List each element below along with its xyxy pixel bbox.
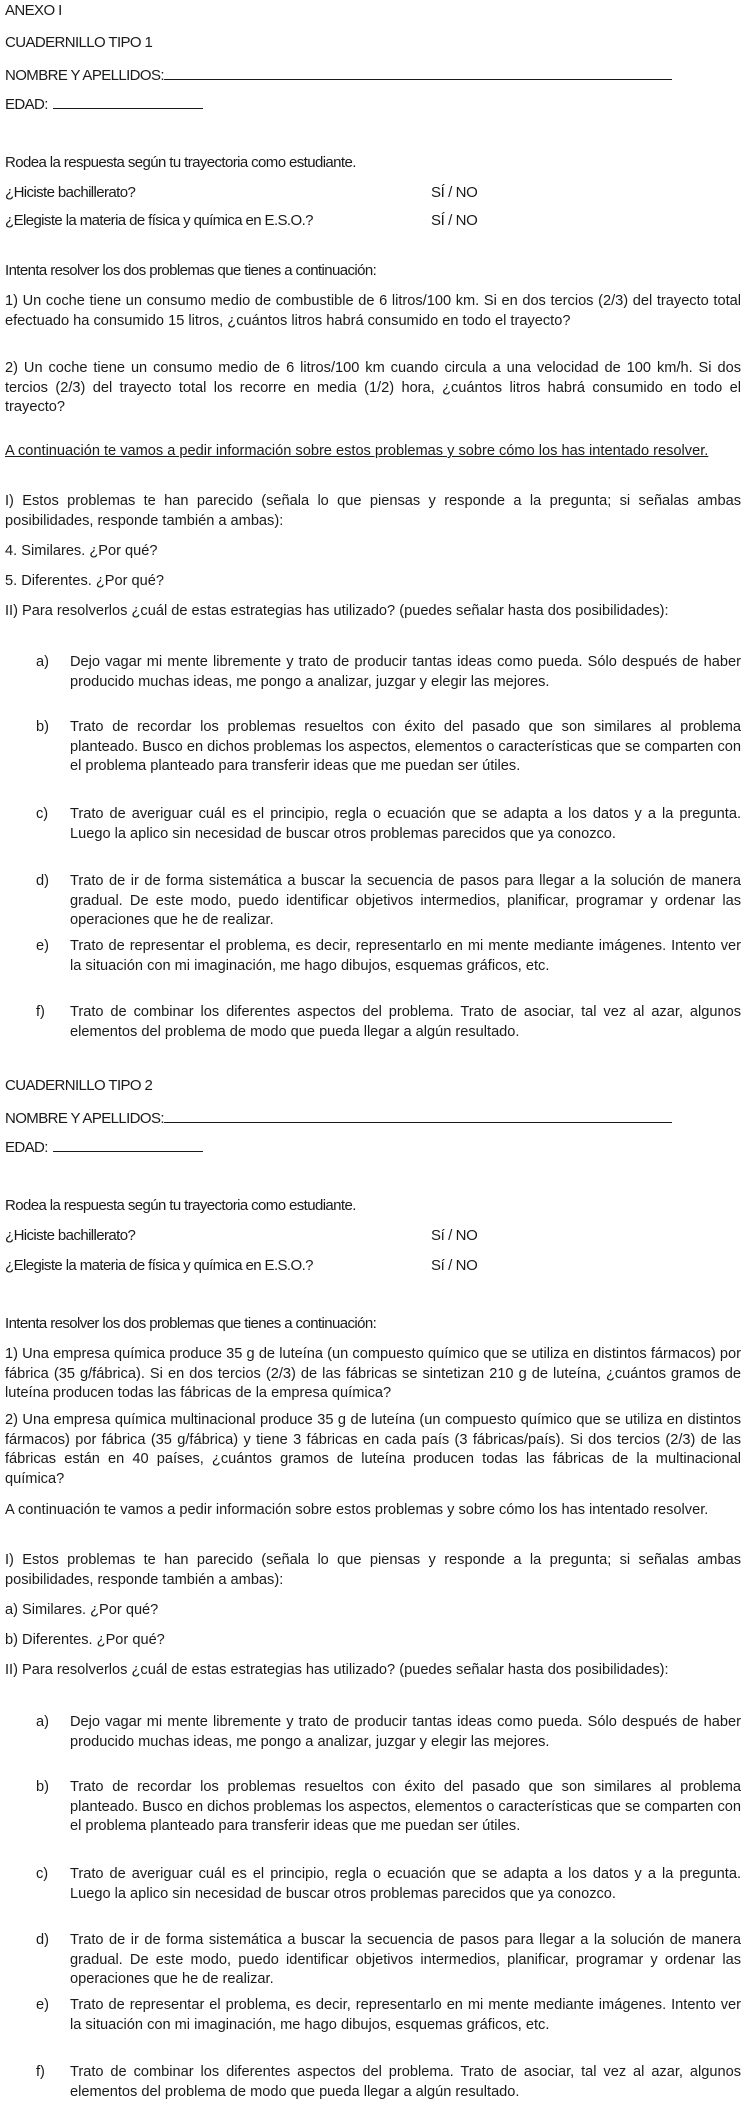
- name-input-line[interactable]: [164, 65, 672, 80]
- strategy-letter: e): [36, 1997, 49, 2013]
- yes-no-answer[interactable]: Sí / NO: [431, 1257, 478, 1274]
- option-different[interactable]: 5. Diferentes. ¿Por qué?: [5, 573, 164, 589]
- strategy-letter: b): [36, 719, 49, 735]
- yes-no-answer[interactable]: Sí / NO: [431, 1227, 478, 1244]
- age-input-line[interactable]: [53, 94, 203, 109]
- age-input-line[interactable]: [53, 1137, 203, 1152]
- strategy-option[interactable]: [36, 1778, 741, 1837]
- yes-no-question: [5, 1226, 741, 1246]
- yes-no-question: [5, 211, 741, 231]
- problem-statement: 2) Un coche tiene un consumo medio de 6 litros/100 km cuando circula a una velocidad de 100 km/h. Si dos tercios (2/3) del trayecto total los recorre en media (1/2) hora, ¿cuántos litros habrá consumido en todo el trayecto?: [5, 360, 741, 416]
- age-field-row: [5, 1137, 741, 1158]
- strategy-text: Dejo vagar mi mente libremente y trato de producir tantas ideas como pueda. Sólo después de haber producido muchas ideas, me pongo a analizar, juzgar y elegir las mejores.: [70, 654, 741, 690]
- strategy-text: Trato de recordar los problemas resueltos con éxito del pasado que son similares al problema planteado. Busco en dichos problemas los aspectos, elementos o características que se comparten con el problema planteado para transferir ideas que me puedan ser útiles.: [70, 719, 741, 775]
- strategy-option[interactable]: [36, 718, 741, 777]
- strategy-text: Trato de averiguar cuál es el principio, regla o ecuación que se adapta a los datos y a la pregunta. Luego la aplico sin necesidad de buscar otros problemas parecidos que ya conozco.: [70, 806, 741, 842]
- name-label: NOMBRE Y APELLIDOS:: [5, 67, 164, 84]
- followup-text: A continuación te vamos a pedir información sobre estos problemas y sobre cómo los has intentado resolver.: [5, 443, 709, 459]
- option-similar[interactable]: 4. Similares. ¿Por qué?: [5, 543, 158, 559]
- age-label: EDAD:: [5, 96, 48, 113]
- strategy-text: Trato de representar el problema, es decir, representarlo en mi mente mediante imágenes. Intento ver la situación con mi imaginación, me hago dibujos, esquemas gráficos, etc.: [70, 938, 741, 974]
- instruction: Rodea la respuesta según tu trayectoria como estudiante.: [5, 154, 356, 171]
- strategy-text: Trato de averiguar cuál es el principio, regla o ecuación que se adapta a los datos y a la pregunta. Luego la aplico sin necesidad de buscar otros problemas parecidos que ya conozco.: [70, 1866, 741, 1902]
- strategy-text: Trato de ir de forma sistemática a buscar la secuencia de pasos para llegar a la solución de manera gradual. De este modo, puedo identificar objetivos intermedios, planificar, programar y ordenar las operaciones que he de realizar.: [70, 873, 741, 929]
- problems-intro: Intenta resolver los dos problemas que tienes a continuación:: [5, 262, 377, 279]
- question-text: ¿Hiciste bachillerato?: [5, 1227, 136, 1244]
- strategy-option[interactable]: [36, 872, 741, 931]
- question-text: ¿Hiciste bachillerato?: [5, 184, 136, 201]
- instruction: Rodea la respuesta según tu trayectoria como estudiante.: [5, 1197, 356, 1214]
- strategy-option[interactable]: [36, 1713, 741, 1752]
- age-label: EDAD:: [5, 1139, 48, 1156]
- strategy-text: Dejo vagar mi mente libremente y trato de producir tantas ideas como pueda. Sólo después de haber producido muchas ideas, me pongo a analizar, juzgar y elegir las mejores.: [70, 1714, 741, 1750]
- question-text: ¿Elegiste la materia de física y química en E.S.O.?: [5, 212, 313, 229]
- yes-no-question: [5, 183, 741, 203]
- strategy-letter: e): [36, 938, 49, 954]
- strategy-letter: b): [36, 1779, 49, 1795]
- strategy-letter: c): [36, 806, 49, 822]
- strategy-option[interactable]: [36, 2063, 741, 2102]
- question-strategies: II) Para resolverlos ¿cuál de estas estrategias has utilizado? (puedes señalar hasta dos posibilidades):: [5, 603, 669, 619]
- annex-title: ANEXO I: [5, 2, 62, 19]
- problem-statement: 1) Un coche tiene un consumo medio de combustible de 6 litros/100 km. Si en dos tercios (2/3) del trayecto total efectuado ha consumido 15 litros, ¿cuántos litros habrá consumido en todo el trayecto?: [5, 293, 741, 329]
- problem-statement: 1) Una empresa química produce 35 g de luteína (un compuesto químico que se utiliza en distintos fármacos) por fábrica (35 g/fábrica). Si en dos tercios (2/3) de las fábricas se sintetizan 210 g de luteína, ¿cuántos gramos de luteína producen todas las fábricas de la empresa química?: [5, 1346, 741, 1402]
- strategy-option[interactable]: [36, 1865, 741, 1904]
- option-different[interactable]: b) Diferentes. ¿Por qué?: [5, 1632, 165, 1648]
- followup-text: A continuación te vamos a pedir información sobre estos problemas y sobre cómo los has intentado resolver.: [5, 1502, 709, 1518]
- name-label: NOMBRE Y APELLIDOS:: [5, 1110, 164, 1127]
- option-similar[interactable]: a) Similares. ¿Por qué?: [5, 1602, 159, 1618]
- question-similarity: I) Estos problemas te han parecido (señala lo que piensas y responde a la pregunta; si señalas ambas posibilidades, responde también a ambas):: [5, 1552, 741, 1588]
- strategy-option[interactable]: [36, 937, 741, 976]
- strategy-option[interactable]: [36, 653, 741, 692]
- problems-intro: Intenta resolver los dos problemas que tienes a continuación:: [5, 1315, 377, 1332]
- name-field-row: [5, 65, 741, 86]
- strategy-letter: d): [36, 1932, 49, 1948]
- question-similarity: I) Estos problemas te han parecido (señala lo que piensas y responde a la pregunta; si señalas ambas posibilidades, responde también a ambas):: [5, 493, 741, 529]
- strategy-option[interactable]: [36, 1931, 741, 1990]
- strategy-letter: f): [36, 1004, 45, 1020]
- section-title: CUADERNILLO TIPO 1: [5, 34, 153, 51]
- yes-no-answer[interactable]: SÍ / NO: [431, 212, 478, 229]
- problem-statement: 2) Una empresa química multinacional produce 35 g de luteína (un compuesto químico que se utiliza en distintos fármacos) por fábrica (35 g/fábrica) y tiene 3 fábricas en cada país (3 fábricas/país). Si dos tercios (2/3) de las fábricas están en 40 países, ¿cuántos gramos de luteína producen todas las fábricas de la multinacional química?: [5, 1412, 741, 1488]
- strategy-text: Trato de representar el problema, es decir, representarlo en mi mente mediante imágenes. Intento ver la situación con mi imaginación, me hago dibujos, esquemas gráficos, etc.: [70, 1997, 741, 2033]
- question-text: ¿Elegiste la materia de física y química en E.S.O.?: [5, 1257, 313, 1274]
- strategy-option[interactable]: [36, 805, 741, 844]
- strategy-letter: f): [36, 2064, 45, 2080]
- section-title: CUADERNILLO TIPO 2: [5, 1077, 153, 1094]
- strategy-option[interactable]: [36, 1996, 741, 2035]
- strategy-text: Trato de combinar los diferentes aspectos del problema. Trato de asociar, tal vez al azar, algunos elementos del problema de modo que pueda llegar a algún resultado.: [70, 1004, 741, 1040]
- strategy-option[interactable]: [36, 1003, 741, 1042]
- strategy-letter: c): [36, 1866, 49, 1882]
- name-field-row: [5, 1108, 741, 1129]
- question-strategies: II) Para resolverlos ¿cuál de estas estrategias has utilizado? (puedes señalar hasta dos posibilidades):: [5, 1662, 669, 1678]
- strategy-letter: a): [36, 654, 49, 670]
- strategy-letter: d): [36, 873, 49, 889]
- age-field-row: [5, 94, 741, 115]
- yes-no-question: [5, 1256, 741, 1276]
- strategy-text: Trato de recordar los problemas resueltos con éxito del pasado que son similares al problema planteado. Busco en dichos problemas los aspectos, elementos o características que se comparten con el problema planteado para transferir ideas que me puedan ser útiles.: [70, 1779, 741, 1835]
- strategy-text: Trato de combinar los diferentes aspectos del problema. Trato de asociar, tal vez al azar, algunos elementos del problema de modo que pueda llegar a algún resultado.: [70, 2064, 741, 2100]
- strategy-letter: a): [36, 1714, 49, 1730]
- yes-no-answer[interactable]: SÍ / NO: [431, 184, 478, 201]
- strategy-text: Trato de ir de forma sistemática a buscar la secuencia de pasos para llegar a la solución de manera gradual. De este modo, puedo identificar objetivos intermedios, planificar, programar y ordenar las operaciones que he de realizar.: [70, 1932, 741, 1988]
- name-input-line[interactable]: [164, 1108, 672, 1123]
